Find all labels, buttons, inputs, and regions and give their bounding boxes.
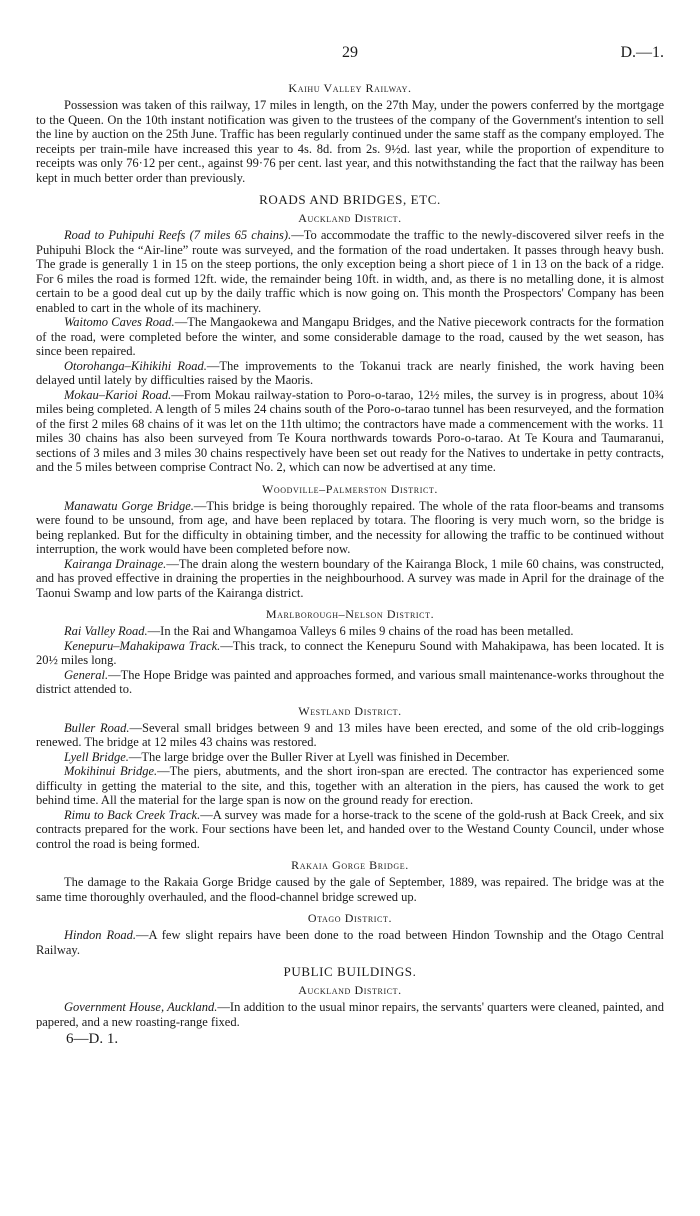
item-title: Hindon Road. [64, 928, 136, 942]
item-text: —The piers, abutments, and the short iron-span are erected. The contractor has experienced some difficulty in getting the material to the site, and this, together with an alteration in the piers, has caused the work to get behind time. All the material for the large span is now on the ground ready for erection. [36, 764, 664, 807]
paragraph-kairanga [36, 557, 664, 601]
item-text: —The drain along the western boundary of the Kairanga Block, 1 mile 60 chains, was constructed, and has proved effective in draining the properties in the neighbourhood. A survey was made in April for the drainage of the Taonui Swamp and low parts of the Kairanga district. [36, 556, 664, 600]
series-reference: D.—1. [620, 44, 664, 61]
item-text: —This track, to connect the Kenepuru Sound with Mahakipawa, has been located. It is 20½ miles long. [36, 638, 664, 667]
district-heading-auckland: Auckland District. [298, 211, 402, 225]
paragraph-rimu [36, 808, 664, 852]
item-title: Buller Road. [64, 720, 130, 735]
page-number: 29 [342, 44, 358, 61]
section-heading-public-buildings: PUBLIC BUILDINGS. [283, 964, 417, 979]
item-text: —Several small bridges between 9 and 13 miles have been erected, and some of the old crib-loggings renewed. The bridge at 12 miles 43 chains was restored. [36, 720, 664, 749]
item-text: —The Hope Bridge was painted and approaches formed, and various small maintenance-works throughout the district attended to. [36, 667, 664, 696]
paragraph-waitomo [36, 315, 664, 359]
district-heading-otago: Otago District. [307, 911, 393, 925]
district-heading-auckland-buildings: Auckland District. [298, 983, 402, 997]
paragraph-kaihu: Possession was taken of this railway, 17 miles in length, on the 27th May, under the powers conferred by the mortgage to the Queen. On the 10th instant notification was given to the trustees of the company of the Government's intention to sell the line by auction on the 25th June. Traffic has been regularly continued under the same staff as the company employed. The receipts per train-mile have increased this year to 4s. 8d. from 2s. 9½d. last year, while the proportion of expenditure to receipts was only 76·12 per cent., against 99·76 per cent. last year, and this notwithstanding the fact that the railway has been kept in much better order than previously. [36, 98, 664, 185]
item-text: —A few slight repairs have been done to the road between Hindon Township and the Otago Central Railway. [36, 928, 664, 957]
item-title: General. [64, 667, 109, 682]
item-title: Kenepuru–Mahakipawa Track. [64, 638, 221, 653]
paragraph-buller [36, 721, 664, 750]
item-title: Manawatu Gorge Bridge. [64, 498, 194, 513]
paragraph-hindon [36, 928, 664, 957]
paragraph-rakaia: The damage to the Rakaia Gorge Bridge caused by the gale of September, 1889, was repaired. The bridge was at the same time thoroughly overhauled, and the flood-channel bridge screwed up. [36, 875, 664, 904]
signature-mark: 6—D. 1. [66, 1031, 119, 1047]
item-title: Rimu to Back Creek Track. [64, 807, 201, 822]
paragraph-government-house [36, 1000, 664, 1029]
item-text: —The Mangaokewa and Mangapu Bridges, and the Native piecework contracts for the formation of the road, were completed before the winter, and some considerable damage to the road, caused by the wet season, has since been repaired. [36, 315, 664, 358]
section-heading-kaihu: Kaihu Valley Railway. [288, 81, 412, 95]
paragraph-rai-valley [36, 624, 664, 639]
item-title: Kairanga Drainage. [64, 556, 167, 571]
item-text: —The large bridge over the Buller River at Lyell was finished in December. [128, 749, 510, 764]
item-text: —In the Rai and Whangamoa Valleys 6 miles 9 chains of the road has been metalled. [147, 624, 574, 638]
paragraph-puhipuhi [36, 228, 664, 315]
page-header [36, 44, 664, 80]
item-title: Road to Puhipuhi Reefs (7 miles 65 chains). [64, 228, 292, 242]
item-title: Mokau–Karioi Road. [64, 387, 172, 402]
item-title: Waitomo Caves Road. [64, 315, 175, 329]
item-text: —This bridge is being thoroughly repaired. The whole of the rata floor-beams and transoms were found to be unsound, from age, and have been replaced by totara. The flooring is very much worn, so the bridge is being replanked. But for the difficulty in obtaining timber, and the necessity for allowing the traffic to be continued without interruption, the work would have been completed before now. [36, 498, 664, 556]
paragraph-otorohanga [36, 359, 664, 388]
district-heading-rakaia: Rakaia Gorge Bridge. [291, 858, 409, 872]
district-heading-woodville: Woodville–Palmerston District. [261, 481, 439, 496]
paragraph-lyell [36, 750, 664, 765]
district-heading-westland: Westland District. [298, 703, 402, 718]
section-heading-roads: ROADS AND BRIDGES, ETC. [259, 192, 441, 207]
item-title: Otorohanga–Kihikihi Road. [64, 358, 207, 373]
paragraph-mokau [36, 388, 664, 475]
item-title: Lyell Bridge. [64, 749, 129, 764]
document-page [36, 44, 664, 1048]
paragraph-mokihinui [36, 764, 664, 808]
item-text: —From Mokau railway-station to Poro-o-tarao, 12½ miles, the survey is in progress, about 10¾ miles being completed. A length of 5 miles 24 chains south of the Poro-o-tarao tunnel has been resurveyed, and the formation of the first 2 miles 68 chains of it was let on the 11th ultimo; the contractors have made a commencement with the works. 11 miles 30 chains has also been surveyed from Te Koura northwards towards Poro-o-tarao. At Te Koura and Taumaranui, sections of 3 miles and 3 miles 30 chains respectively have been set out ready for the Natives to undertake in petty contracts, and the 5 miles between comprise Contract No. 2, which can now be advertised at any time. [36, 387, 665, 474]
item-title: Rai Valley Road. [64, 624, 148, 638]
item-text: —The improvements to the Tokanui track are nearly finished, the work having been delayed until lately by difficulties raised by the Maoris. [36, 358, 664, 387]
item-text: —A survey was made for a horse-track to the scene of the gold-rush at Back Creek, and six contracts prepared for the work. Four sections have been let, and handed over to the Westand County Council, under whose control the road is being formed. [36, 807, 664, 851]
item-title: Government House, Auckland. [64, 1000, 218, 1014]
item-text: —In addition to the usual minor repairs, the servants' quarters were cleaned, painted, and papered, and a new roasting-range fixed. [36, 1000, 664, 1029]
item-text: —To accommodate the traffic to the newly-discovered silver reefs in the Puhipuhi Block the “Air-line” route was surveyed, and the formation of the road undertaken. It passes through heavy bush. The grade is generally 1 in 15 on the steep portions, the only exception being a short piece of 1 in 13 on the back of a ridge. For 6 miles the road is formed 12ft. wide, the remainder being 10ft. in width, and, as there is no metalling done, it is almost certain to be a good deal cut up by the daily traffic which is now going on. This month the Prospectors' Company has been enabled to cart in the whole of its machinery. [36, 228, 664, 315]
item-title: Mokihinui Bridge. [64, 764, 158, 778]
paragraph-general [36, 668, 664, 697]
paragraph-kenepuru [36, 639, 664, 668]
paragraph-manawatu [36, 499, 664, 557]
district-heading-marlborough: Marlborough–Nelson District. [265, 607, 435, 621]
